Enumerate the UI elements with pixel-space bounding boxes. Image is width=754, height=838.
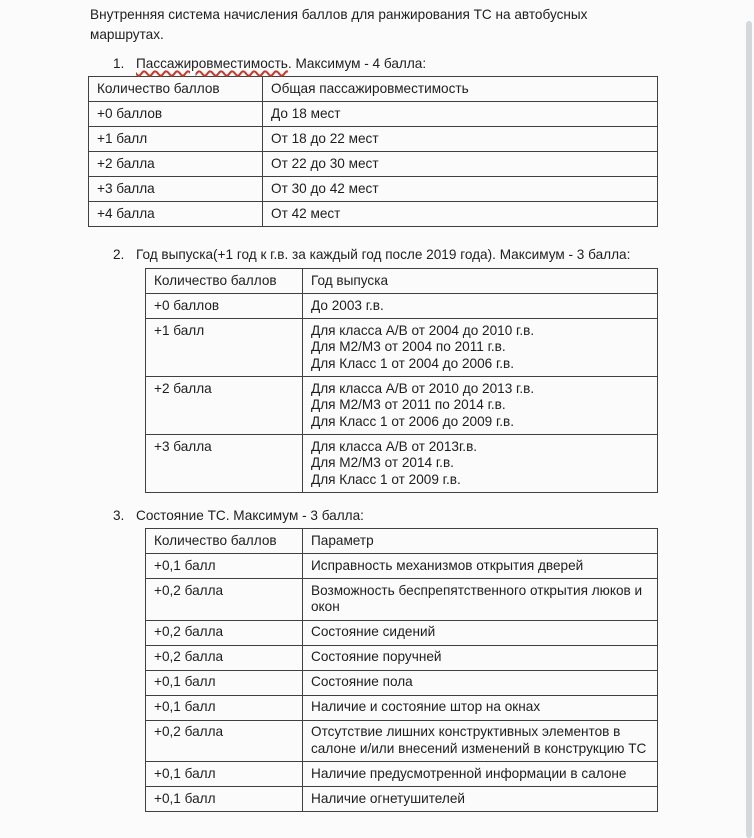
param-cell: Наличие и состояние штор на окнах [303,695,658,720]
header-cell-score: Количество баллов [146,529,303,554]
param-cell [303,319,658,377]
table-row [146,620,658,645]
score-cell: +0,2 балла [146,579,303,621]
score-cell: +1 балл [89,127,263,152]
table-row [89,102,658,127]
table-row [146,377,658,435]
table-row [89,152,658,177]
param-cell: От 30 до 42 мест [263,177,658,202]
table-row [146,762,658,787]
table-row [146,645,658,670]
header-cell-param: Год выпуска [303,269,658,294]
section-1-title-rest: . Максимум - 4 балла: [287,56,427,71]
table-row [89,127,658,152]
table-row [146,294,658,319]
score-cell: +0,2 балла [146,720,303,762]
param-cell: Состояние пола [303,670,658,695]
score-cell: +0 баллов [146,294,303,319]
param-cell: От 42 мест [263,202,658,227]
table-row [89,177,658,202]
score-cell: +2 балла [146,377,303,435]
table-row [146,554,658,579]
header-cell-param: Параметр [303,529,658,554]
param-cell: Состояние сидений [303,620,658,645]
param-cell: Возможность беспрепятственного открытия люков и окон [303,579,658,621]
document-page [0,5,754,838]
score-cell: +0 баллов [89,102,263,127]
table-row [146,787,658,812]
section-3-heading [113,507,754,524]
year-table [145,268,658,493]
header-cell-param: Общая пассажировместимость [263,77,658,102]
param-cell [303,435,658,493]
param-line: Для М2/М3 от 2004 по 2011 г.в. [311,339,506,354]
param-cell [303,377,658,435]
param-cell: Исправность механизмов открытия дверей [303,554,658,579]
section-3-title: Состояние ТС. Максимум - 3 балла: [136,508,364,523]
header-cell-score: Количество баллов [89,77,263,102]
table-row [146,319,658,377]
table-row [146,435,658,493]
capacity-table [88,76,658,227]
table-header-row [146,529,658,554]
section-1-title [136,55,426,72]
param-cell: Состояние поручней [303,645,658,670]
condition-table [145,528,658,812]
param-cell: Наличие предусмотренной информации в салоне [303,762,658,787]
param-line: Для класса А/В от 2013г.в. [311,438,478,454]
score-cell: +0,2 балла [146,645,303,670]
section-1-number: 1. [113,56,125,71]
section-2-title: Год выпуска(+1 год к г.в. за каждый год после 2019 года). Максимум - 3 балла: [136,247,631,262]
table-header-row [89,77,658,102]
score-cell: +0,1 балл [146,787,303,812]
score-cell: +3 балла [146,435,303,493]
param-line: Для М2/М3 от 2014 г.в. [311,455,454,470]
score-cell: +0,1 балл [146,554,303,579]
param-line: Для Класс 1 от 2006 до 2009 г.в. [311,413,515,429]
intro-paragraph: Внутренняя система начисления баллов для ранжирования ТС на автобусных маршрутах. [90,7,588,42]
table-row [146,670,658,695]
param-cell: До 18 мест [263,102,658,127]
param-line: Для Класс 1 от 2004 до 2006 г.в. [311,355,515,371]
param-line: Для Класс 1 от 2009 г.в. [311,471,461,487]
score-cell: +3 балла [89,177,263,202]
score-cell: +0,1 балл [146,670,303,695]
param-line: Для класса А/В от 2010 до 2013 г.в. [311,380,535,396]
score-cell: +1 балл [146,319,303,377]
scrollbar-track[interactable] [746,21,752,838]
param-line: Для М2/М3 от 2011 по 2014 г.в. [311,397,506,412]
table-header-row [146,269,658,294]
section-2-heading [113,246,754,263]
score-cell: +0,1 балл [146,762,303,787]
param-cell: От 18 до 22 мест [263,127,658,152]
table-row [146,579,658,621]
score-cell: +2 балла [89,152,263,177]
param-cell: От 22 до 30 мест [263,152,658,177]
score-cell: +0,1 балл [146,695,303,720]
header-cell-score: Количество баллов [146,269,303,294]
section-2-number: 2. [113,247,125,262]
score-cell: +0,2 балла [146,620,303,645]
table-row [89,202,658,227]
param-line: Для класса А/В от 2004 до 2010 г.в. [311,322,535,338]
section-1-heading [113,55,754,72]
section-3-number: 3. [113,508,125,523]
misspelled-word: Пассажировместимость [136,56,288,71]
param-cell: Наличие огнетушителей [303,787,658,812]
table-row [146,720,658,762]
table-row [146,695,658,720]
param-cell: До 2003 г.в. [303,294,658,319]
score-cell: +4 балла [89,202,263,227]
param-cell: Отсутствие лишних конструктивных элементов в салоне и/или внесений изменений в конструкцию ТС [303,720,658,762]
